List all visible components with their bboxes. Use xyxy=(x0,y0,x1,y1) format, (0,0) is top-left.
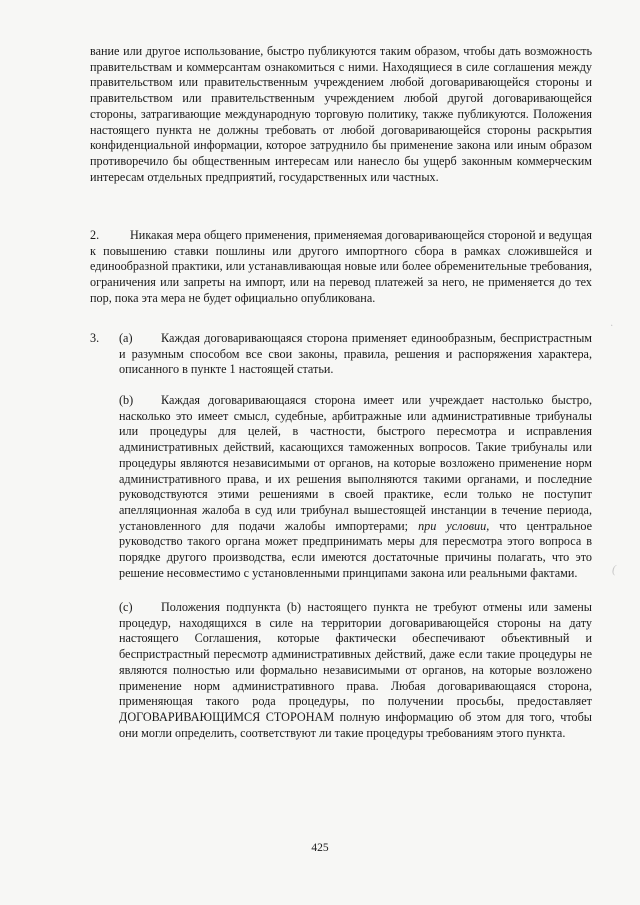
subparagraph-b-text-cont: что центральное руководство такого органа может предпринимать меры для пересмотра этого вопроса в порядке другого производства, если имеются достаточные причины полагать, что это решение несовместимо с установленными принципами закона или реальными фактами. xyxy=(119,518,593,580)
scan-artifact-mark: ( xyxy=(612,562,616,576)
paragraph-2-text: Никакая мера общего применения, применяемая договаривающейся стороной и ведущая к повышению ставки пошлины или другого импортного сбора в рамках сложившейся и единообразной практики, или устанавливающая новые или более обременительные требования, ограничения или запреты на импорт, или на перевод платежей за него, не применяется до тех пор, пока эта мера не будет официально опубликована. xyxy=(90,228,592,305)
subparagraph-b-label: (b) xyxy=(119,393,134,407)
subparagraph-c-label: (c) xyxy=(119,600,133,614)
subparagraph-b xyxy=(119,393,592,581)
subparagraph-a-label: (a) xyxy=(119,331,133,345)
page-number: 425 xyxy=(311,842,329,854)
paragraph-3-number: 3. xyxy=(90,331,100,345)
subparagraph-a-text: Каждая договаривающаяся сторона применяет единообразным, беспристрастным и разумным способом все свои законы, правила, решения и распоряжения характера, описанного в пункте 1 настоящей статьи. xyxy=(119,331,592,377)
paragraph-continuation: вание или другое использование, быстро публикуются таким образом, чтобы дать возможность правительствам и коммерсантам ознакомиться с ними. Находящиеся в силе соглашения между правительством или правительственным учреждением любой договаривающейся стороны и правительством или правительственным учреждением любой другой договаривающейся стороны, затрагивающие международную торговую политику, также публикуются. Положения настоящего пункта не должны требовать от любой договаривающейся стороны раскрытия конфиденциальной информации, которое затруднило бы применение закона или иным образом противоречило бы общественным интересам или нанесло бы ущерб законным коммерческим интересам отдельных предприятий, государственных или частных. xyxy=(90,44,592,184)
subparagraph-c-text: Положения подпункта (b) настоящего пункта не требуют отмены или замены процедур, находящихся в силе на территории договаривающейся стороны на дату настоящего Соглашения, которые фактически обеспечивают объективный и беспристрастный пересмотр административных действий, даже если такие процедуры не являются полностью или формально независимыми от органов, на которые возложено применение норм административного права. Любая договаривающаяся сторона, применяющая такого рода процедуры, по получении просьбы, предоставляет ДОГОВАРИВАЮЩИМСЯ СТОРОНАМ полную информацию об этом для того, чтобы они могли определить, соответствуют ли такие процедуры требованиям этого пункта. xyxy=(119,600,592,740)
subparagraph-b-italic: при условии, xyxy=(418,518,490,533)
subparagraph-a xyxy=(119,331,592,378)
paragraph-2-number: 2. xyxy=(90,228,100,242)
subparagraph-b-text: Каждая договаривающаяся сторона имеет или учреждает настолько быстро, насколько это имеет смысл, судебные, арбитражные или административные трибуналы или процедуры для целей, в частности, быстрого пересмотра и исправления административных действий, касающихся таможенных вопросов. Такие трибуналы или процедуры являются независимыми от органов, на которые возложено применение норм административного права, и их решения выполняются такими органами, и последние руководствуются этими решениями в своей практике, если только не поступит апелляционная жалоба в суд или трибунал вышестоящей инстанции в течение периода, установленного для подачи жалобы импортерами; xyxy=(119,393,592,533)
paragraph-2 xyxy=(90,228,592,307)
scan-artifact-mark: · xyxy=(610,318,613,332)
subparagraph-c xyxy=(119,600,592,741)
